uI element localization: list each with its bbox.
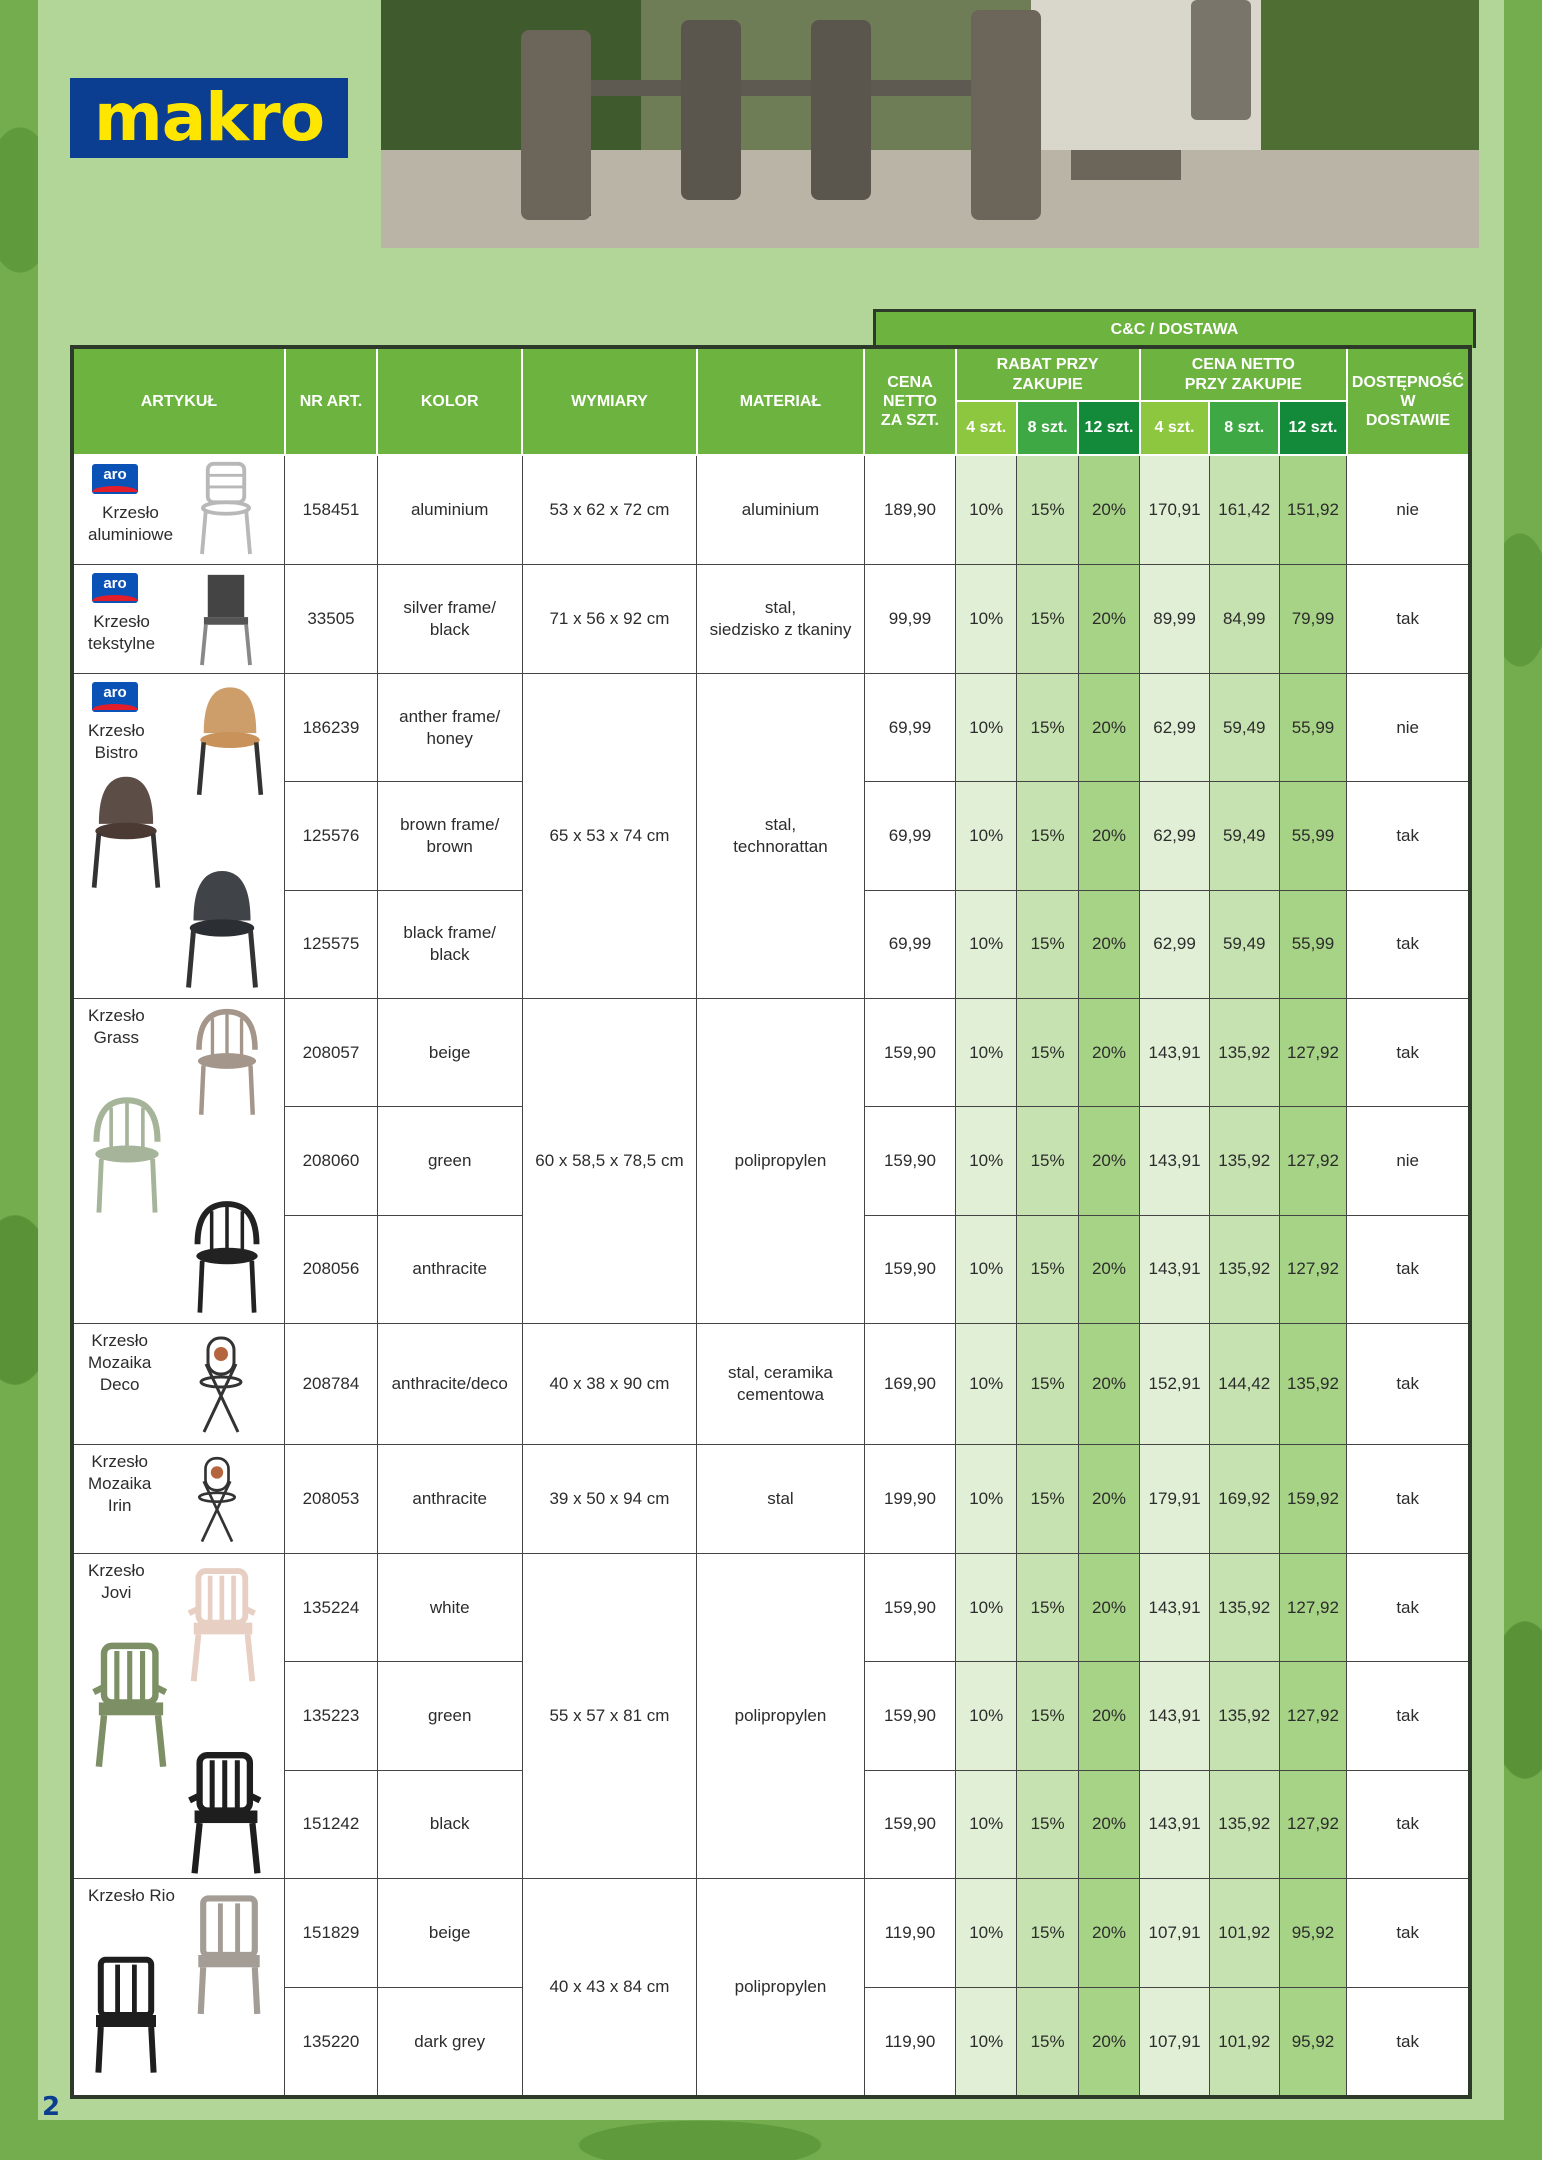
table-row: [72, 1554, 1470, 1662]
cell-nr-art: 135220: [285, 1988, 377, 2097]
cell-cena: 69,99: [864, 782, 955, 890]
product-name: Krzesło tekstylne: [88, 612, 156, 653]
chair-photo: [184, 1197, 270, 1315]
cell-material: polipropylen: [697, 999, 865, 1324]
hero-patio-photo: [381, 0, 1479, 248]
cell-rabat-8: 15%: [1017, 1879, 1078, 1988]
product-name: Krzesło aluminiowe: [88, 503, 174, 544]
cell-cena-4: 143,91: [1140, 1554, 1210, 1662]
cell-cena-12: 127,92: [1279, 999, 1347, 1107]
cell-nr-art: 135223: [285, 1662, 377, 1770]
cell-kolor: aluminium: [377, 455, 522, 565]
chair-photo: [186, 1449, 248, 1549]
cell-cena-4: 143,91: [1140, 1662, 1210, 1770]
cell-rabat-8: 15%: [1017, 1445, 1078, 1554]
col-header-nr-art: NR ART.: [285, 347, 377, 455]
chair-photo: [178, 866, 266, 990]
cell-nr-art: 186239: [285, 674, 377, 782]
cell-cena-12: 127,92: [1279, 1662, 1347, 1770]
cell-cena: 69,99: [864, 674, 955, 782]
product-name: Krzesło Rio: [88, 1886, 175, 1905]
cell-dostepnosc: tak: [1347, 1215, 1470, 1323]
chair-photo: [182, 1562, 264, 1688]
cell-rabat-12: 20%: [1078, 890, 1139, 998]
cell-cena-12: 127,92: [1279, 1215, 1347, 1323]
cell-nr-art: 208060: [285, 1107, 377, 1215]
cell-nr-art: 125575: [285, 890, 377, 998]
cell-rabat-8: 15%: [1017, 565, 1078, 674]
cell-cena: 99,99: [864, 565, 955, 674]
cell-cena-4: 152,91: [1140, 1324, 1210, 1445]
cell-rabat-4: 10%: [956, 999, 1017, 1107]
cell-cena-12: 55,99: [1279, 890, 1347, 998]
cell-rabat-12: 20%: [1078, 1107, 1139, 1215]
table-row: [72, 565, 1470, 674]
cell-cena-12: 135,92: [1279, 1324, 1347, 1445]
cell-wymiary: 40 x 38 x 90 cm: [522, 1324, 696, 1445]
cell-cena-12: 79,99: [1279, 565, 1347, 674]
cell-rabat-12: 20%: [1078, 455, 1139, 565]
cell-cena-4: 89,99: [1140, 565, 1210, 674]
cell-dostepnosc: tak: [1347, 782, 1470, 890]
cell-material: stal: [697, 1445, 865, 1554]
chair-photo: [186, 1885, 272, 2025]
product-name: Krzesło Grass: [88, 1006, 145, 1047]
cell-kolor: anther frame/ honey: [377, 674, 522, 782]
cell-cena-8: 135,92: [1209, 1770, 1279, 1878]
cell-cena-8: 59,49: [1209, 890, 1279, 998]
cell-rabat-12: 20%: [1078, 565, 1139, 674]
cell-cena: 119,90: [864, 1879, 955, 1988]
cell-cena: 169,90: [864, 1324, 955, 1445]
col-header-cena-12: 12 szt.: [1279, 401, 1347, 455]
cell-kolor: black: [377, 1770, 522, 1878]
cell-rabat-4: 10%: [956, 782, 1017, 890]
cell-artykul: [72, 1445, 285, 1554]
col-header-cena-8: 8 szt.: [1209, 401, 1279, 455]
cell-wymiary: 40 x 43 x 84 cm: [522, 1879, 696, 2098]
cell-rabat-4: 10%: [956, 1879, 1017, 1988]
cell-nr-art: 158451: [285, 455, 377, 565]
product-name: Krzesło Jovi: [88, 1561, 145, 1602]
cell-cena-8: 135,92: [1209, 1107, 1279, 1215]
cell-artykul: [72, 1554, 285, 1879]
cell-rabat-8: 15%: [1017, 999, 1078, 1107]
page-number: 2: [42, 2092, 61, 2122]
col-header-cena-4: 4 szt.: [1140, 401, 1210, 455]
cell-rabat-4: 10%: [956, 1554, 1017, 1662]
cell-cena: 189,90: [864, 455, 955, 565]
cell-cena-12: 95,92: [1279, 1879, 1347, 1988]
cell-dostepnosc: tak: [1347, 1770, 1470, 1878]
cell-material: polipropylen: [697, 1554, 865, 1879]
chair-photo: [182, 1748, 270, 1878]
cell-cena-8: 135,92: [1209, 1554, 1279, 1662]
table-row: [72, 1879, 1470, 1988]
aro-badge: aro: [92, 682, 138, 712]
cell-wymiary: 60 x 58,5 x 78,5 cm: [522, 999, 696, 1324]
cell-kolor: green: [377, 1107, 522, 1215]
col-header-dostepnosc: DOSTĘPNOŚĆ W DOSTAWIE: [1347, 347, 1470, 455]
table-row: [72, 455, 1470, 565]
cell-rabat-8: 15%: [1017, 1770, 1078, 1878]
cell-rabat-8: 15%: [1017, 782, 1078, 890]
cell-cena-4: 170,91: [1140, 455, 1210, 565]
cell-kolor: brown frame/ brown: [377, 782, 522, 890]
cell-cena-8: 59,49: [1209, 674, 1279, 782]
cell-rabat-4: 10%: [956, 1107, 1017, 1215]
cell-nr-art: 33505: [285, 565, 377, 674]
cell-material: stal, siedzisko z tkaniny: [697, 565, 865, 674]
cell-dostepnosc: tak: [1347, 1445, 1470, 1554]
cell-cena: 159,90: [864, 1554, 955, 1662]
chair-photo: [86, 1640, 176, 1770]
cell-rabat-4: 10%: [956, 455, 1017, 565]
product-table: [70, 345, 1472, 2099]
cell-cena: 69,99: [864, 890, 955, 998]
col-header-rabat: RABAT PRZY ZAKUPIE: [956, 347, 1140, 401]
cell-dostepnosc: tak: [1347, 1662, 1470, 1770]
cell-cena-4: 143,91: [1140, 1107, 1210, 1215]
cell-kolor: white: [377, 1554, 522, 1662]
cell-rabat-4: 10%: [956, 1662, 1017, 1770]
cell-cena-8: 135,92: [1209, 999, 1279, 1107]
chair-photo: [186, 1328, 256, 1440]
cc-dostawa-header: C&C / DOSTAWA: [873, 309, 1476, 348]
makro-logo-text: makro: [93, 79, 325, 156]
cell-artykul: [72, 674, 285, 999]
cell-nr-art: 208057: [285, 999, 377, 1107]
cell-cena-4: 62,99: [1140, 782, 1210, 890]
cell-cena: 159,90: [864, 1770, 955, 1878]
cell-rabat-12: 20%: [1078, 1988, 1139, 2097]
cell-rabat-4: 10%: [956, 1324, 1017, 1445]
col-header-artykul: ARTYKUŁ: [72, 347, 285, 455]
cell-rabat-12: 20%: [1078, 999, 1139, 1107]
cell-kolor: anthracite: [377, 1445, 522, 1554]
product-name: Krzesło Mozaika Deco: [88, 1331, 152, 1394]
cell-nr-art: 135224: [285, 1554, 377, 1662]
cell-kolor: anthracite: [377, 1215, 522, 1323]
cell-nr-art: 208056: [285, 1215, 377, 1323]
cell-cena-8: 101,92: [1209, 1879, 1279, 1988]
cell-nr-art: 125576: [285, 782, 377, 890]
cell-cena-12: 127,92: [1279, 1107, 1347, 1215]
cell-nr-art: 151829: [285, 1879, 377, 1988]
col-header-cena: CENA NETTO ZA SZT.: [864, 347, 955, 455]
col-header-material: MATERIAŁ: [697, 347, 865, 455]
cell-cena-4: 62,99: [1140, 890, 1210, 998]
cell-rabat-4: 10%: [956, 890, 1017, 998]
cell-dostepnosc: tak: [1347, 1324, 1470, 1445]
cell-wymiary: 65 x 53 x 74 cm: [522, 674, 696, 999]
cell-rabat-8: 15%: [1017, 1324, 1078, 1445]
cell-rabat-12: 20%: [1078, 1215, 1139, 1323]
table-row: [72, 674, 1470, 782]
cell-cena-12: 127,92: [1279, 1554, 1347, 1662]
cell-cena-8: 101,92: [1209, 1988, 1279, 2097]
cell-cena-4: 143,91: [1140, 1770, 1210, 1878]
cell-rabat-12: 20%: [1078, 1662, 1139, 1770]
cell-kolor: dark grey: [377, 1988, 522, 2097]
cell-rabat-4: 10%: [956, 565, 1017, 674]
cell-cena-4: 107,91: [1140, 1988, 1210, 2097]
table-row: [72, 999, 1470, 1107]
cell-cena-12: 151,92: [1279, 455, 1347, 565]
cell-material: polipropylen: [697, 1879, 865, 2098]
cell-cena-4: 143,91: [1140, 999, 1210, 1107]
cell-rabat-4: 10%: [956, 1988, 1017, 2097]
cell-rabat-8: 15%: [1017, 1662, 1078, 1770]
col-header-rabat-4: 4 szt.: [956, 401, 1017, 455]
cell-kolor: beige: [377, 1879, 522, 1988]
cell-wymiary: 53 x 62 x 72 cm: [522, 455, 696, 565]
cell-cena: 159,90: [864, 1107, 955, 1215]
chair-photo: [190, 680, 270, 800]
cell-rabat-8: 15%: [1017, 1107, 1078, 1215]
cell-kolor: green: [377, 1662, 522, 1770]
cell-cena: 199,90: [864, 1445, 955, 1554]
cell-nr-art: 151242: [285, 1770, 377, 1878]
cell-cena-8: 161,42: [1209, 455, 1279, 565]
cell-cena-4: 107,91: [1140, 1879, 1210, 1988]
cell-rabat-12: 20%: [1078, 1879, 1139, 1988]
chair-photo: [84, 772, 168, 890]
cell-dostepnosc: tak: [1347, 890, 1470, 998]
cell-rabat-12: 20%: [1078, 1445, 1139, 1554]
cell-cena-8: 135,92: [1209, 1662, 1279, 1770]
cell-artykul: [72, 1324, 285, 1445]
cell-wymiary: 71 x 56 x 92 cm: [522, 565, 696, 674]
cell-rabat-8: 15%: [1017, 1554, 1078, 1662]
cell-cena-12: 55,99: [1279, 782, 1347, 890]
cell-rabat-4: 10%: [956, 1215, 1017, 1323]
cell-material: stal, ceramika cementowa: [697, 1324, 865, 1445]
chair-photo: [82, 1093, 172, 1215]
cell-rabat-12: 20%: [1078, 674, 1139, 782]
table-row: [72, 1324, 1470, 1445]
cell-artykul: [72, 565, 285, 674]
cell-wymiary: 39 x 50 x 94 cm: [522, 1445, 696, 1554]
cell-cena-8: 169,92: [1209, 1445, 1279, 1554]
cell-cena-12: 159,92: [1279, 1445, 1347, 1554]
cell-artykul: [72, 455, 285, 565]
cell-kolor: beige: [377, 999, 522, 1107]
cell-cena: 159,90: [864, 1662, 955, 1770]
cell-kolor: anthracite/deco: [377, 1324, 522, 1445]
chair-photo: [190, 460, 262, 556]
cell-nr-art: 208784: [285, 1324, 377, 1445]
col-header-rabat-8: 8 szt.: [1017, 401, 1078, 455]
cell-cena-4: 179,91: [1140, 1445, 1210, 1554]
cell-artykul: [72, 999, 285, 1324]
cell-rabat-8: 15%: [1017, 890, 1078, 998]
cell-cena-12: 95,92: [1279, 1988, 1347, 2097]
cell-cena: 159,90: [864, 1215, 955, 1323]
cell-wymiary: 55 x 57 x 81 cm: [522, 1554, 696, 1879]
cell-cena-12: 127,92: [1279, 1770, 1347, 1878]
chair-photo: [190, 571, 262, 667]
cell-dostepnosc: tak: [1347, 999, 1470, 1107]
col-header-rabat-12: 12 szt.: [1078, 401, 1139, 455]
chair-photo: [186, 1005, 268, 1117]
product-name: Krzesło Bistro: [88, 721, 145, 762]
cell-kolor: silver frame/ black: [377, 565, 522, 674]
cell-rabat-12: 20%: [1078, 1554, 1139, 1662]
cell-rabat-4: 10%: [956, 674, 1017, 782]
cell-cena-4: 143,91: [1140, 1215, 1210, 1323]
cell-cena: 119,90: [864, 1988, 955, 2097]
aro-badge: aro: [92, 573, 138, 603]
cell-cena-8: 84,99: [1209, 565, 1279, 674]
makro-logo: [70, 78, 348, 158]
cell-rabat-12: 20%: [1078, 1324, 1139, 1445]
cell-cena-8: 135,92: [1209, 1215, 1279, 1323]
cell-artykul: [72, 1879, 285, 2098]
cell-rabat-8: 15%: [1017, 1215, 1078, 1323]
cell-rabat-4: 10%: [956, 1770, 1017, 1878]
table-row: [72, 1445, 1470, 1554]
cell-dostepnosc: nie: [1347, 674, 1470, 782]
col-header-wymiary: WYMIARY: [522, 347, 696, 455]
cell-dostepnosc: tak: [1347, 1988, 1470, 2097]
cell-rabat-8: 15%: [1017, 674, 1078, 782]
cell-cena-4: 62,99: [1140, 674, 1210, 782]
cell-kolor: black frame/ black: [377, 890, 522, 998]
cell-rabat-8: 15%: [1017, 455, 1078, 565]
cell-cena-12: 55,99: [1279, 674, 1347, 782]
chair-photo: [84, 1945, 168, 2085]
cell-rabat-12: 20%: [1078, 782, 1139, 890]
aro-badge: aro: [92, 464, 138, 494]
cell-dostepnosc: tak: [1347, 565, 1470, 674]
cell-cena: 159,90: [864, 999, 955, 1107]
cell-rabat-8: 15%: [1017, 1988, 1078, 2097]
col-header-kolor: KOLOR: [377, 347, 522, 455]
product-name: Krzesło Mozaika Irin: [88, 1452, 152, 1515]
patio-photo-illustration: [381, 0, 1479, 248]
cell-rabat-12: 20%: [1078, 1770, 1139, 1878]
cell-nr-art: 208053: [285, 1445, 377, 1554]
cell-dostepnosc: nie: [1347, 1107, 1470, 1215]
cell-dostepnosc: tak: [1347, 1879, 1470, 1988]
cell-dostepnosc: tak: [1347, 1554, 1470, 1662]
cell-material: aluminium: [697, 455, 865, 565]
cell-dostepnosc: nie: [1347, 455, 1470, 565]
cell-rabat-4: 10%: [956, 1445, 1017, 1554]
cell-cena-8: 59,49: [1209, 782, 1279, 890]
cell-cena-8: 144,42: [1209, 1324, 1279, 1445]
cell-material: stal, technorattan: [697, 674, 865, 999]
col-header-cena-netto: CENA NETTO PRZY ZAKUPIE: [1140, 347, 1347, 401]
